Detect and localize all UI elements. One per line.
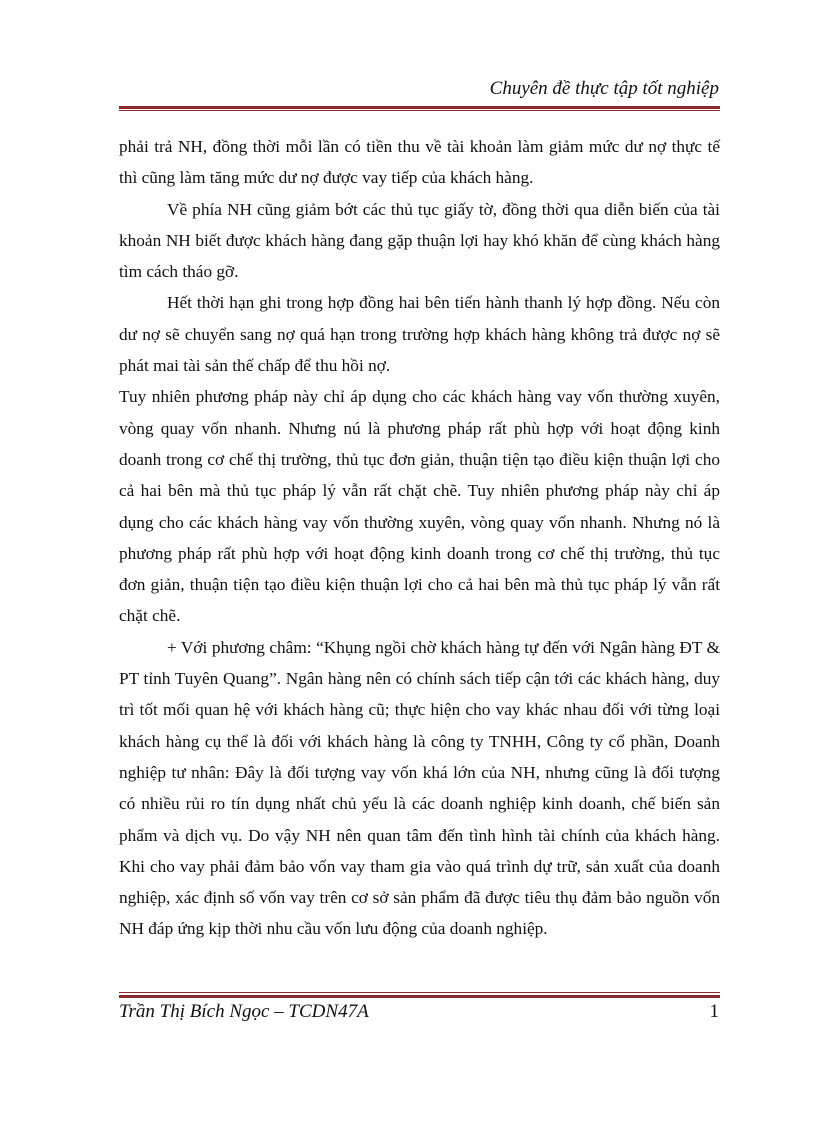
paragraph-5: + Với phương châm: “Khụng ngồi chờ khách hàng tự đến với Ngân hàng ĐT & PT tỉnh Tuyên Quang”. Ngân hàng nên có chính sách tiếp cận tới các khách hàng, duy trì tốt mối quan hệ với khách hàng cũ; thực hiện cho vay khác nhau đối với từng loại khách hàng cụ thể là đối với khách hàng là công ty TNHH, Công ty cổ phần, Doanh nghiệp tư nhân: Đây là đối tượng vay vốn khá lớn của NH, nhưng cũng là đối tượng có nhiều rủi ro tín dụng nhất chủ yếu là các doanh nghiệp kinh doanh, chế biến sản phẩm và dịch vụ. Do vậy NH nên quan tâm đến tình hình tài chính của khách hàng. Khi cho vay phải đảm bảo vốn vay tham gia vào quá trình dự trữ, sản xuất của doanh nghiệp, xác định số vốn vay trên cơ sở sản phẩm đã được tiêu thụ đảm bảo nguồn vốn NH đáp ứng kịp thời nhu cầu vốn lưu động của doanh nghiệp. [119, 637, 720, 939]
paragraph-1: phải trả NH, đồng thời mỗi lần có tiền thu về tài khoản làm giảm mức dư nợ thực tế thì cũng làm tăng mức dư nợ được vay tiếp của khách hàng. [119, 137, 720, 188]
footer-rule-thin [119, 992, 720, 993]
body-text [119, 131, 720, 945]
footer-rule-thick [119, 995, 720, 998]
paragraph-4: Tuy nhiên phương pháp này chỉ áp dụng cho các khách hàng vay vốn thường xuyên, vòng quay vốn nhanh. Nhưng nú là phương pháp rất phù hợp với hoạt động kinh doanh trong cơ chế thị trường, thủ tục đơn giản, thuận tiện tạo điều kiện thuận lợi cho cả hai bên mà thủ tục pháp lý vẫn rất chặt chẽ. Tuy nhiên phương pháp này chỉ áp dụng cho các khách hàng vay vốn thường xuyên, vòng quay vốn nhanh. Nhưng nó là phương pháp rất phù hợp với hoạt động kinh doanh trong cơ chế thị trường, thủ tục đơn giản, thuận tiện tạo điều kiện thuận lợi cho cả hai bên mà thủ tục pháp lý vẫn rất chặt chẽ. [119, 387, 720, 626]
footer-author: Trần Thị Bích Ngọc – TCDN47A [119, 1001, 369, 1022]
page-number: 1 [709, 1001, 719, 1022]
page-header-title: Chuyên đề thực tập tốt nghiệp [489, 78, 719, 99]
header-rule-thick [119, 106, 720, 109]
header-rule-thin [119, 110, 720, 111]
paragraph-2: Về phía NH cũng giảm bớt các thủ tục giấy tờ, đồng thời qua diễn biến của tài khoản NH biết được khách hàng đang gặp thuận lợi hay khó khăn để cùng khách hàng tìm cách tháo gỡ. [119, 199, 720, 282]
paragraph-3: Hết thời hạn ghi trong hợp đồng hai bên tiến hành thanh lý hợp đồng. Nếu còn dư nợ sẽ chuyển sang nợ quá hạn trong trường hợp khách hàng không trả được nợ sẽ phát mai tài sản thế chấp để thu hồi nợ. [119, 293, 720, 376]
